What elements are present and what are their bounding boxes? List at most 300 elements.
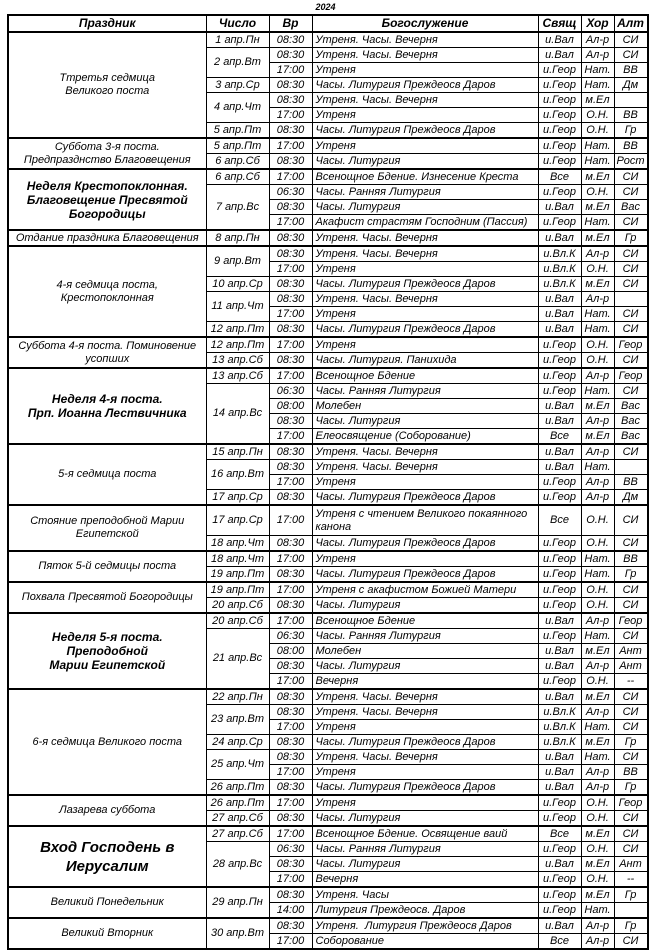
feast-cell: Неделя 5-я поста. Преподобной Марии Египетской	[8, 613, 206, 689]
feast-cell: Вход Господень в Иерусалим	[8, 826, 206, 887]
service-row	[8, 551, 648, 567]
time-cell: 08:30	[269, 536, 312, 552]
date-cell: 2 апр.Вт	[206, 48, 269, 78]
service-row	[8, 169, 648, 185]
date-cell: 26 апр.Пт	[206, 795, 269, 811]
choir-cell: О.Н.	[581, 108, 614, 123]
choir-cell: Ал-р	[581, 444, 614, 460]
date-cell: 9 апр.Вт	[206, 246, 269, 277]
priest-cell: и.Вал	[538, 444, 581, 460]
service-row	[8, 613, 648, 629]
service-row	[8, 795, 648, 811]
feast-cell: Пяток 5-й седмицы поста	[8, 551, 206, 582]
altar-cell: ВВ	[614, 765, 648, 780]
choir-cell: м.Ел	[581, 887, 614, 903]
altar-cell: СИ	[614, 505, 648, 536]
altar-cell: Ант	[614, 659, 648, 674]
time-cell: 17:00	[269, 63, 312, 78]
service-cell: Утреня. Часы	[312, 887, 538, 903]
feast-cell: Великий Вторник	[8, 918, 206, 949]
service-cell: Утреня. Часы. Вечерня	[312, 32, 538, 48]
priest-cell: и.Вал	[538, 399, 581, 414]
date-cell: 13 апр.Сб	[206, 353, 269, 369]
altar-cell: Вас	[614, 429, 648, 445]
time-cell: 08:00	[269, 399, 312, 414]
choir-cell: м.Ел	[581, 230, 614, 246]
priest-cell: и.Геор	[538, 490, 581, 506]
altar-cell: СИ	[614, 246, 648, 262]
priest-cell: и.Вл.К	[538, 277, 581, 292]
service-row	[8, 505, 648, 536]
choir-cell: О.Н.	[581, 872, 614, 888]
priest-cell: Все	[538, 505, 581, 536]
choir-cell: О.Н.	[581, 582, 614, 598]
time-cell: 08:30	[269, 750, 312, 765]
altar-cell: СИ	[614, 185, 648, 200]
date-cell: 17 апр.Ср	[206, 505, 269, 536]
priest-cell: и.Вал	[538, 48, 581, 63]
service-cell: Утреня	[312, 337, 538, 353]
priest-cell: и.Вал	[538, 32, 581, 48]
service-cell: Часы. Литургия	[312, 598, 538, 614]
altar-cell: СИ	[614, 353, 648, 369]
altar-cell: Гр	[614, 780, 648, 796]
priest-cell: и.Вал	[538, 230, 581, 246]
altar-cell: СИ	[614, 705, 648, 720]
service-cell: Молебен	[312, 399, 538, 414]
service-cell: Часы. Литургия Преждеосв Даров	[312, 277, 538, 292]
choir-cell: Ал-р	[581, 613, 614, 629]
time-cell: 08:30	[269, 230, 312, 246]
choir-cell: О.Н.	[581, 842, 614, 857]
date-cell: 1 апр.Пн	[206, 32, 269, 48]
priest-cell: и.Вал	[538, 322, 581, 338]
time-cell: 08:30	[269, 78, 312, 93]
choir-cell: м.Ел	[581, 277, 614, 292]
priest-cell: и.Геор	[538, 185, 581, 200]
service-cell: Часы. Литургия Преждеосв Даров	[312, 322, 538, 338]
choir-cell: Ал-р	[581, 659, 614, 674]
altar-cell: Вас	[614, 399, 648, 414]
altar-cell	[614, 460, 648, 475]
time-cell: 08:30	[269, 460, 312, 475]
date-cell: 30 апр.Вт	[206, 918, 269, 949]
service-cell: Утреня. Часы. Вечерня	[312, 460, 538, 475]
date-cell: 12 апр.Пт	[206, 337, 269, 353]
altar-cell: СИ	[614, 598, 648, 614]
priest-cell: и.Вал	[538, 765, 581, 780]
time-cell: 08:30	[269, 567, 312, 583]
altar-cell: Геор	[614, 337, 648, 353]
service-row	[8, 918, 648, 934]
service-cell: Утреня	[312, 551, 538, 567]
priest-cell: и.Геор	[538, 475, 581, 490]
service-cell: Утреня. Литургия Преждеосв Даров	[312, 918, 538, 934]
choir-cell: Ал-р	[581, 490, 614, 506]
time-cell: 17:00	[269, 613, 312, 629]
service-cell: Утреня	[312, 63, 538, 78]
altar-cell: Дм	[614, 78, 648, 93]
time-cell: 08:30	[269, 735, 312, 750]
service-cell: Вечерня	[312, 674, 538, 690]
service-cell: Всенощное Бдение. Освящение ваий	[312, 826, 538, 842]
altar-cell	[614, 903, 648, 919]
date-cell: 22 апр.Пн	[206, 689, 269, 705]
feast-cell: Отдание праздника Благовещения	[8, 230, 206, 246]
choir-cell: м.Ел	[581, 429, 614, 445]
choir-cell: Ал-р	[581, 292, 614, 307]
choir-cell: м.Ел	[581, 689, 614, 705]
priest-cell: и.Геор	[538, 795, 581, 811]
service-cell: Утреня с акафистом Божией Матери	[312, 582, 538, 598]
service-row	[8, 689, 648, 705]
priest-cell: и.Геор	[538, 384, 581, 399]
choir-cell: Нат.	[581, 215, 614, 231]
feast-cell: 4-я седмица поста, Крестопоклонная	[8, 246, 206, 337]
date-cell: 27 апр.Сб	[206, 811, 269, 827]
date-cell: 29 апр.Пн	[206, 887, 269, 918]
service-cell: Утреня	[312, 307, 538, 322]
choir-cell: Ал-р	[581, 705, 614, 720]
service-cell: Утреня. Часы. Вечерня	[312, 93, 538, 108]
choir-cell: Ал-р	[581, 368, 614, 384]
altar-cell: Гр	[614, 887, 648, 903]
altar-cell: СИ	[614, 629, 648, 644]
time-cell: 17:00	[269, 674, 312, 690]
priest-cell: и.Вл.К	[538, 705, 581, 720]
time-cell: 17:00	[269, 307, 312, 322]
service-row	[8, 444, 648, 460]
priest-cell: и.Вал	[538, 414, 581, 429]
choir-cell: Нат.	[581, 384, 614, 399]
schedule-table-body	[8, 32, 648, 949]
service-cell: Молебен	[312, 644, 538, 659]
altar-cell: СИ	[614, 826, 648, 842]
altar-cell: Гр	[614, 567, 648, 583]
altar-cell: Геор	[614, 613, 648, 629]
priest-cell: и.Геор	[538, 567, 581, 583]
feast-cell: Лазарева суббота	[8, 795, 206, 826]
choir-cell: Ал-р	[581, 475, 614, 490]
priest-cell: Все	[538, 169, 581, 185]
choir-cell: О.Н.	[581, 185, 614, 200]
date-cell: 20 апр.Сб	[206, 598, 269, 614]
altar-cell: СИ	[614, 384, 648, 399]
choir-cell: Нат.	[581, 629, 614, 644]
header-feast: Праздник	[8, 15, 206, 32]
priest-cell: и.Геор	[538, 353, 581, 369]
choir-cell: Нат.	[581, 138, 614, 154]
time-cell: 17:00	[269, 337, 312, 353]
priest-cell: и.Вл.К	[538, 246, 581, 262]
priest-cell: и.Геор	[538, 337, 581, 353]
service-cell: Утреня	[312, 138, 538, 154]
choir-cell: м.Ел	[581, 169, 614, 185]
altar-cell: СИ	[614, 750, 648, 765]
time-cell: 17:00	[269, 138, 312, 154]
date-cell: 28 апр.Вс	[206, 842, 269, 888]
choir-cell: Ал-р	[581, 414, 614, 429]
choir-cell: О.Н.	[581, 353, 614, 369]
time-cell: 08:30	[269, 32, 312, 48]
service-cell: Соборование	[312, 934, 538, 950]
choir-cell: О.Н.	[581, 123, 614, 139]
date-cell: 17 апр.Ср	[206, 490, 269, 506]
priest-cell: и.Вал	[538, 857, 581, 872]
service-cell: Часы. Литургия	[312, 154, 538, 170]
year-title: 2024	[315, 2, 336, 12]
time-cell: 06:30	[269, 185, 312, 200]
choir-cell: Нат.	[581, 63, 614, 78]
service-cell: Часы. Литургия Преждеосв Даров	[312, 735, 538, 750]
priest-cell: и.Геор	[538, 63, 581, 78]
choir-cell: Нат.	[581, 460, 614, 475]
time-cell: 08:30	[269, 277, 312, 292]
service-row	[8, 582, 648, 598]
altar-cell: --	[614, 674, 648, 690]
priest-cell: и.Геор	[538, 536, 581, 552]
service-cell: Утреня	[312, 475, 538, 490]
choir-cell: О.Н.	[581, 536, 614, 552]
priest-cell: и.Геор	[538, 551, 581, 567]
date-cell: 5 апр.Пт	[206, 138, 269, 154]
service-row	[8, 32, 648, 48]
service-cell: Утреня. Часы. Вечерня	[312, 689, 538, 705]
time-cell: 08:30	[269, 246, 312, 262]
altar-cell: СИ	[614, 32, 648, 48]
time-cell: 17:00	[269, 551, 312, 567]
time-cell: 08:30	[269, 292, 312, 307]
service-cell: Всенощное Бдение	[312, 368, 538, 384]
choir-cell: Нат.	[581, 551, 614, 567]
date-cell: 15 апр.Пн	[206, 444, 269, 460]
choir-cell: Ал-р	[581, 780, 614, 796]
choir-cell: Ал-р	[581, 246, 614, 262]
choir-cell: Нат.	[581, 154, 614, 170]
service-cell: Всенощное Бдение	[312, 613, 538, 629]
altar-cell: СИ	[614, 277, 648, 292]
service-cell: Утреня	[312, 720, 538, 735]
header-altar: Алт	[614, 15, 648, 32]
feast-cell: Великий Понедельник	[8, 887, 206, 918]
altar-cell: Ант	[614, 857, 648, 872]
priest-cell: и.Геор	[538, 138, 581, 154]
priest-cell: и.Вл.К	[538, 262, 581, 277]
service-cell: Утреня	[312, 795, 538, 811]
time-cell: 08:30	[269, 780, 312, 796]
priest-cell: и.Геор	[538, 78, 581, 93]
service-row	[8, 368, 648, 384]
priest-cell: и.Вал	[538, 200, 581, 215]
time-cell: 08:30	[269, 200, 312, 215]
choir-cell: м.Ел	[581, 735, 614, 750]
time-cell: 08:00	[269, 644, 312, 659]
service-cell: Часы. Ранняя Литургия	[312, 185, 538, 200]
service-row	[8, 337, 648, 353]
service-row	[8, 138, 648, 154]
service-cell: Утреня. Часы. Вечерня	[312, 750, 538, 765]
altar-cell: СИ	[614, 48, 648, 63]
service-row	[8, 887, 648, 903]
time-cell: 08:30	[269, 444, 312, 460]
time-cell: 08:30	[269, 322, 312, 338]
altar-cell: Гр	[614, 918, 648, 934]
altar-cell: СИ	[614, 811, 648, 827]
header-service: Богослужение	[312, 15, 538, 32]
date-cell: 26 апр.Пт	[206, 780, 269, 796]
choir-cell: Ал-р	[581, 765, 614, 780]
date-cell: 24 апр.Ср	[206, 735, 269, 750]
time-cell: 14:00	[269, 903, 312, 919]
time-cell: 08:30	[269, 490, 312, 506]
service-cell: Акафист страстям Господним (Пассия)	[312, 215, 538, 231]
choir-cell: Нат.	[581, 322, 614, 338]
altar-cell: СИ	[614, 842, 648, 857]
service-cell: Часы. Литургия Преждеосв Даров	[312, 780, 538, 796]
date-cell: 6 апр.Сб	[206, 154, 269, 170]
service-cell: Утреня. Часы. Вечерня	[312, 230, 538, 246]
altar-cell: ВВ	[614, 63, 648, 78]
time-cell: 17:00	[269, 262, 312, 277]
time-cell: 08:30	[269, 414, 312, 429]
service-row	[8, 246, 648, 262]
altar-cell: СИ	[614, 689, 648, 705]
priest-cell: и.Геор	[538, 872, 581, 888]
service-cell: Часы. Ранняя Литургия	[312, 629, 538, 644]
date-cell: 25 апр.Чт	[206, 750, 269, 780]
date-cell: 3 апр.Ср	[206, 78, 269, 93]
time-cell: 08:30	[269, 659, 312, 674]
altar-cell: ВВ	[614, 138, 648, 154]
service-cell: Часы. Литургия Преждеосв Даров	[312, 536, 538, 552]
choir-cell: м.Ел	[581, 93, 614, 108]
date-cell: 18 апр.Чт	[206, 536, 269, 552]
service-cell: Утреня. Часы. Вечерня	[312, 705, 538, 720]
priest-cell: и.Геор	[538, 154, 581, 170]
choir-cell: м.Ел	[581, 826, 614, 842]
table-header	[8, 15, 648, 32]
altar-cell: Гр	[614, 123, 648, 139]
choir-cell: Нат.	[581, 567, 614, 583]
time-cell: 17:00	[269, 108, 312, 123]
service-cell: Часы. Ранняя Литургия	[312, 842, 538, 857]
service-cell: Литургия Преждеосв. Даров	[312, 903, 538, 919]
service-cell: Часы. Литургия	[312, 414, 538, 429]
time-cell: 17:00	[269, 720, 312, 735]
priest-cell: и.Вал	[538, 307, 581, 322]
date-cell: 13 апр.Сб	[206, 368, 269, 384]
choir-cell: Нат.	[581, 903, 614, 919]
priest-cell: и.Геор	[538, 811, 581, 827]
altar-cell: СИ	[614, 322, 648, 338]
choir-cell: м.Ел	[581, 857, 614, 872]
altar-cell: ВВ	[614, 108, 648, 123]
priest-cell: и.Геор	[538, 629, 581, 644]
choir-cell: Нат.	[581, 78, 614, 93]
date-cell: 27 апр.Сб	[206, 826, 269, 842]
time-cell: 17:00	[269, 215, 312, 231]
priest-cell: и.Геор	[538, 674, 581, 690]
priest-cell: и.Вал	[538, 292, 581, 307]
altar-cell: Ант	[614, 644, 648, 659]
choir-cell: Ал-р	[581, 32, 614, 48]
choir-cell: Нат.	[581, 720, 614, 735]
date-cell: 5 апр.Пт	[206, 123, 269, 139]
feast-cell: Неделя 4-я поста. Прп. Иоанна Лествичника	[8, 368, 206, 444]
time-cell: 08:30	[269, 154, 312, 170]
date-cell: 19 апр.Пт	[206, 567, 269, 583]
service-cell: Елеосвящение (Соборование)	[312, 429, 538, 445]
header-time: Вр	[269, 15, 312, 32]
priest-cell: Все	[538, 934, 581, 950]
priest-cell: и.Вал	[538, 750, 581, 765]
header-choir: Хор	[581, 15, 614, 32]
priest-cell: Все	[538, 429, 581, 445]
altar-cell: Геор	[614, 795, 648, 811]
altar-cell: СИ	[614, 720, 648, 735]
priest-cell: и.Вал	[538, 644, 581, 659]
service-cell: Часы. Литургия	[312, 659, 538, 674]
time-cell: 17:00	[269, 169, 312, 185]
priest-cell: и.Геор	[538, 903, 581, 919]
priest-cell: и.Геор	[538, 582, 581, 598]
altar-cell: Рост	[614, 154, 648, 170]
choir-cell: Нат.	[581, 750, 614, 765]
priest-cell: и.Вал	[538, 689, 581, 705]
time-cell: 08:30	[269, 48, 312, 63]
priest-cell: и.Геор	[538, 215, 581, 231]
feast-cell: Неделя Крестопоклонная. Благовещение Пресвятой Богородицы	[8, 169, 206, 230]
altar-cell: Геор	[614, 368, 648, 384]
time-cell: 06:30	[269, 629, 312, 644]
service-cell: Часы. Литургия. Панихида	[312, 353, 538, 369]
date-cell: 7 апр.Вс	[206, 185, 269, 231]
choir-cell: О.Н.	[581, 598, 614, 614]
priest-cell: и.Геор	[538, 123, 581, 139]
choir-cell: О.Н.	[581, 262, 614, 277]
service-row	[8, 826, 648, 842]
time-cell: 17:00	[269, 826, 312, 842]
altar-cell: Вас	[614, 200, 648, 215]
altar-cell: СИ	[614, 262, 648, 277]
choir-cell: О.Н.	[581, 811, 614, 827]
choir-cell: Ал-р	[581, 934, 614, 950]
priest-cell: и.Вал	[538, 659, 581, 674]
service-cell: Утреня	[312, 262, 538, 277]
feast-cell: Суббота 3-я поста. Предпразднство Благовещения	[8, 138, 206, 169]
time-cell: 08:30	[269, 918, 312, 934]
feast-cell: Стояние преподобной Марии Египетской	[8, 505, 206, 551]
service-cell: Часы. Литургия Преждеосв Даров	[312, 567, 538, 583]
service-cell: Утреня с чтением Великого покаянного канона	[312, 505, 538, 536]
choir-cell: О.Н.	[581, 505, 614, 536]
altar-cell: СИ	[614, 536, 648, 552]
time-cell: 17:00	[269, 582, 312, 598]
priest-cell: и.Геор	[538, 842, 581, 857]
time-cell: 17:00	[269, 765, 312, 780]
time-cell: 06:30	[269, 384, 312, 399]
priest-cell: и.Геор	[538, 598, 581, 614]
altar-cell: СИ	[614, 307, 648, 322]
priest-cell: и.Геор	[538, 887, 581, 903]
service-cell: Часы. Литургия	[312, 857, 538, 872]
choir-cell: м.Ел	[581, 644, 614, 659]
date-cell: 12 апр.Пт	[206, 322, 269, 338]
date-cell: 14 апр.Вс	[206, 384, 269, 445]
priest-cell: и.Вл.К	[538, 735, 581, 750]
priest-cell: и.Вал	[538, 918, 581, 934]
priest-cell: и.Вал	[538, 460, 581, 475]
